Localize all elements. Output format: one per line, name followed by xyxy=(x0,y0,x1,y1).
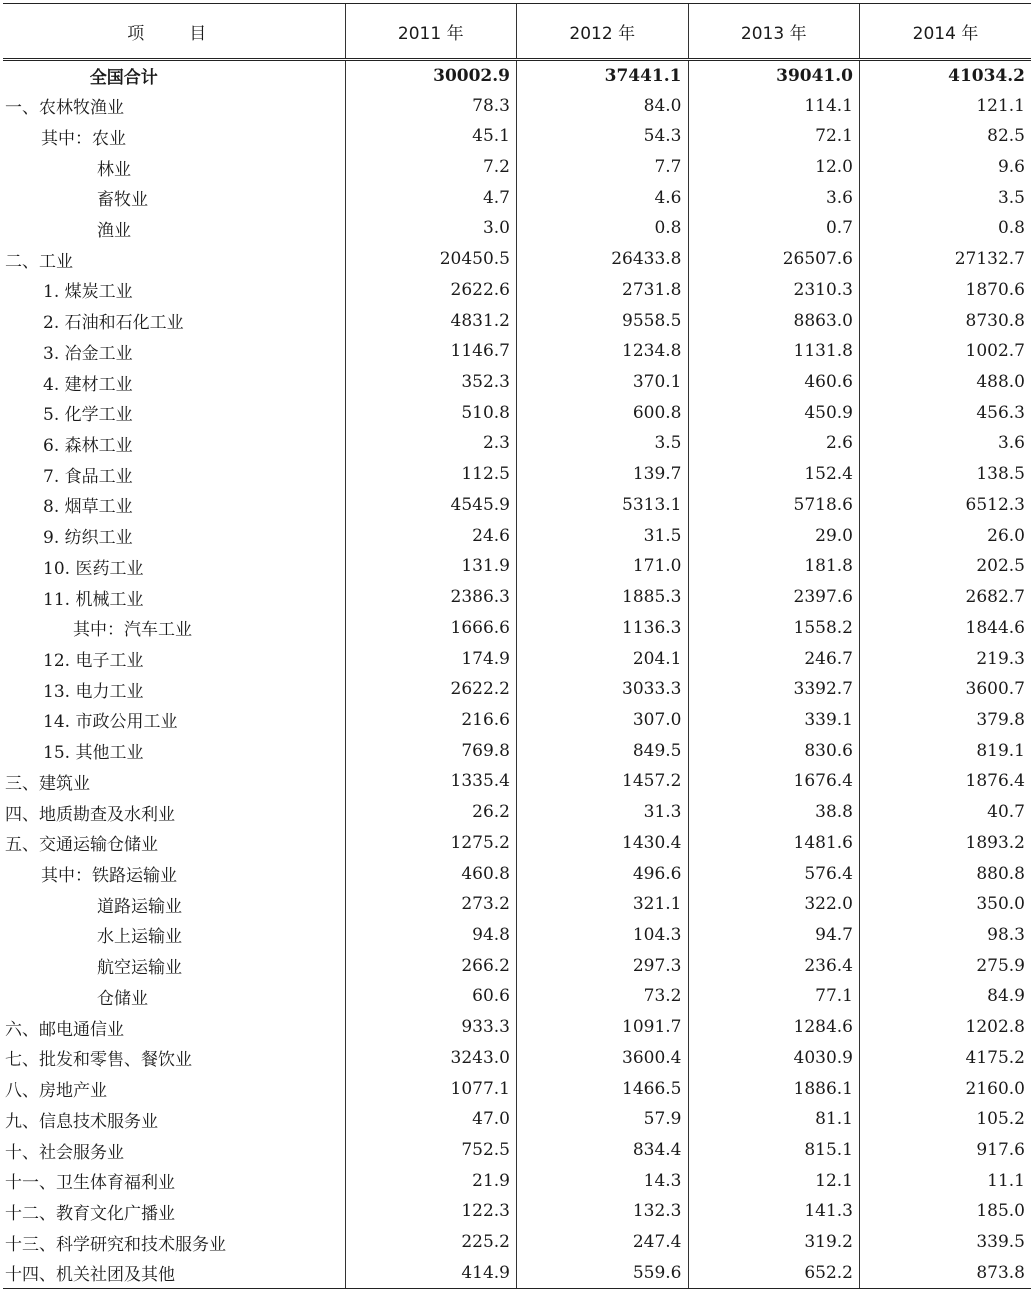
cell-2012: 321.1 xyxy=(517,889,689,920)
row-label: 畜牧业 xyxy=(97,190,148,211)
row-label: 13. 电力工业 xyxy=(43,681,144,702)
table-row xyxy=(3,950,1031,981)
cell-2011: 4.7 xyxy=(345,182,517,213)
cell-2011: 933.3 xyxy=(345,1012,517,1043)
table-row xyxy=(3,1196,1031,1227)
cell-2011: 20450.5 xyxy=(345,244,517,275)
cell-2011: 7.2 xyxy=(345,152,517,183)
table-row xyxy=(3,858,1031,889)
row-label: 8. 烟草工业 xyxy=(43,497,133,518)
cell-2014: 82.5 xyxy=(860,121,1032,152)
cell-2012: 26433.8 xyxy=(517,244,689,275)
cell-2012: 370.1 xyxy=(517,367,689,398)
cell-2011: 1666.6 xyxy=(345,612,517,643)
table-row xyxy=(3,612,1031,643)
row-label: 11. 机械工业 xyxy=(43,589,144,610)
cell-2014: 219.3 xyxy=(860,643,1032,674)
cell-2014: 917.6 xyxy=(860,1135,1032,1166)
cell-2013: 2310.3 xyxy=(688,275,860,306)
row-label: 5. 化学工业 xyxy=(43,405,133,426)
row-label: 3. 冶金工业 xyxy=(43,343,133,364)
cell-2011: 174.9 xyxy=(345,643,517,674)
row-label: 14. 市政公用工业 xyxy=(43,712,178,733)
cell-2012: 204.1 xyxy=(517,643,689,674)
cell-2013: 141.3 xyxy=(688,1196,860,1227)
cell-2014: 40.7 xyxy=(860,797,1032,828)
row-label: 五、交通运输仓储业 xyxy=(5,835,158,856)
cell-2013: 39041.0 xyxy=(688,60,860,91)
cell-2012: 57.9 xyxy=(517,1104,689,1135)
cell-2012: 1136.3 xyxy=(517,612,689,643)
cell-2011: 1335.4 xyxy=(345,766,517,797)
cell-2012: 5313.1 xyxy=(517,490,689,521)
table-row xyxy=(3,367,1031,398)
cell-2012: 9558.5 xyxy=(517,305,689,336)
table-row xyxy=(3,305,1031,336)
table-row xyxy=(3,797,1031,828)
cell-2013: 319.2 xyxy=(688,1227,860,1258)
cell-2014: 1844.6 xyxy=(860,612,1032,643)
table-row xyxy=(3,735,1031,766)
cell-2011: 47.0 xyxy=(345,1104,517,1135)
cell-2012: 600.8 xyxy=(517,397,689,428)
row-label: 四、地质勘查及水利业 xyxy=(5,804,175,825)
cell-2011: 94.8 xyxy=(345,920,517,951)
cell-2011: 2.3 xyxy=(345,428,517,459)
table-body xyxy=(3,60,1031,1289)
row-label: 4. 建材工业 xyxy=(43,374,133,395)
cell-2012: 37441.1 xyxy=(517,60,689,91)
cell-2012: 73.2 xyxy=(517,981,689,1012)
table-row xyxy=(3,1073,1031,1104)
cell-2012: 1885.3 xyxy=(517,582,689,613)
cell-2013: 77.1 xyxy=(688,981,860,1012)
table-row xyxy=(3,643,1031,674)
table-row xyxy=(3,582,1031,613)
cell-2014: 2682.7 xyxy=(860,582,1032,613)
table-row xyxy=(3,1227,1031,1258)
row-label: 7. 食品工业 xyxy=(43,466,133,487)
row-label: 仓储业 xyxy=(97,988,148,1009)
row-label: 6. 森林工业 xyxy=(43,435,133,456)
cell-2011: 78.3 xyxy=(345,90,517,121)
table-row xyxy=(3,182,1031,213)
cell-2011: 2622.2 xyxy=(345,674,517,705)
cell-2014: 456.3 xyxy=(860,397,1032,428)
cell-2013: 29.0 xyxy=(688,520,860,551)
cell-2012: 247.4 xyxy=(517,1227,689,1258)
cell-2011: 3243.0 xyxy=(345,1043,517,1074)
table-row xyxy=(3,827,1031,858)
cell-2013: 4030.9 xyxy=(688,1043,860,1074)
row-label: 航空运输业 xyxy=(97,958,182,979)
cell-2013: 38.8 xyxy=(688,797,860,828)
cell-2014: 1876.4 xyxy=(860,766,1032,797)
cell-2013: 1676.4 xyxy=(688,766,860,797)
row-label: 2. 石油和石化工业 xyxy=(43,313,184,334)
cell-2011: 352.3 xyxy=(345,367,517,398)
cell-2012: 1234.8 xyxy=(517,336,689,367)
table-row xyxy=(3,490,1031,521)
header-year-2014: 2014 年 xyxy=(860,4,1032,60)
cell-2014: 27132.7 xyxy=(860,244,1032,275)
cell-2013: 576.4 xyxy=(688,858,860,889)
cell-2014: 202.5 xyxy=(860,551,1032,582)
cell-2012: 132.3 xyxy=(517,1196,689,1227)
table-header xyxy=(3,4,1031,60)
table-row xyxy=(3,397,1031,428)
cell-2013: 5718.6 xyxy=(688,490,860,521)
cell-2011: 752.5 xyxy=(345,1135,517,1166)
statistics-table-container xyxy=(3,3,1031,1289)
cell-2012: 1457.2 xyxy=(517,766,689,797)
row-label: 15. 其他工业 xyxy=(43,743,144,764)
cell-2013: 0.7 xyxy=(688,213,860,244)
table-row xyxy=(3,244,1031,275)
table-row xyxy=(3,428,1031,459)
cell-2014: 4175.2 xyxy=(860,1043,1032,1074)
cell-2013: 830.6 xyxy=(688,735,860,766)
cell-2013: 2.6 xyxy=(688,428,860,459)
header-year-2013: 2013 年 xyxy=(688,4,860,60)
cell-2014: 6512.3 xyxy=(860,490,1032,521)
cell-2012: 307.0 xyxy=(517,705,689,736)
cell-2014: 105.2 xyxy=(860,1104,1032,1135)
table-row xyxy=(3,152,1031,183)
statistics-table xyxy=(3,3,1031,1289)
cell-2013: 1131.8 xyxy=(688,336,860,367)
cell-2013: 3392.7 xyxy=(688,674,860,705)
table-row xyxy=(3,1258,1031,1289)
cell-2013: 152.4 xyxy=(688,459,860,490)
cell-2012: 496.6 xyxy=(517,858,689,889)
table-row xyxy=(3,766,1031,797)
table-row xyxy=(3,1165,1031,1196)
table-row xyxy=(3,705,1031,736)
cell-2012: 1466.5 xyxy=(517,1073,689,1104)
cell-2013: 81.1 xyxy=(688,1104,860,1135)
row-label: 十一、卫生体育福利业 xyxy=(5,1173,175,1194)
table-row xyxy=(3,1104,1031,1135)
cell-2012: 104.3 xyxy=(517,920,689,951)
cell-2011: 769.8 xyxy=(345,735,517,766)
cell-2011: 26.2 xyxy=(345,797,517,828)
cell-2013: 72.1 xyxy=(688,121,860,152)
table-row xyxy=(3,981,1031,1012)
row-label: 1. 煤炭工业 xyxy=(43,282,133,303)
cell-2014: 3.6 xyxy=(860,428,1032,459)
row-label: 十三、科学研究和技术服务业 xyxy=(5,1234,226,1255)
row-label: 十四、机关社团及其他 xyxy=(3,1258,345,1289)
row-label: 六、邮电通信业 xyxy=(5,1019,124,1040)
cell-2011: 60.6 xyxy=(345,981,517,1012)
cell-2014: 0.8 xyxy=(860,213,1032,244)
cell-2012: 14.3 xyxy=(517,1165,689,1196)
cell-2011: 30002.9 xyxy=(345,60,517,91)
cell-2011: 225.2 xyxy=(345,1227,517,1258)
row-label: 二、工业 xyxy=(5,251,73,272)
cell-2012: 3600.4 xyxy=(517,1043,689,1074)
total-row xyxy=(3,60,1031,91)
cell-2013: 1558.2 xyxy=(688,612,860,643)
cell-2011: 45.1 xyxy=(345,121,517,152)
cell-2012: 54.3 xyxy=(517,121,689,152)
cell-2011: 414.9 xyxy=(345,1258,517,1289)
row-label: 道路运输业 xyxy=(97,896,182,917)
cell-2011: 460.8 xyxy=(345,858,517,889)
cell-2012: 3033.3 xyxy=(517,674,689,705)
header-row xyxy=(3,4,1031,60)
table-row xyxy=(3,213,1031,244)
cell-2011: 112.5 xyxy=(345,459,517,490)
cell-2012: 4.6 xyxy=(517,182,689,213)
cell-2011: 266.2 xyxy=(345,950,517,981)
cell-2014: 275.9 xyxy=(860,950,1032,981)
cell-2011: 3.0 xyxy=(345,213,517,244)
row-label: 渔业 xyxy=(97,220,131,241)
cell-2012: 139.7 xyxy=(517,459,689,490)
cell-2013: 1481.6 xyxy=(688,827,860,858)
cell-2012: 171.0 xyxy=(517,551,689,582)
cell-2011: 131.9 xyxy=(345,551,517,582)
cell-2012: 559.6 xyxy=(517,1258,689,1289)
cell-2012: 1430.4 xyxy=(517,827,689,858)
cell-2011: 1077.1 xyxy=(345,1073,517,1104)
row-label: 三、建筑业 xyxy=(5,773,90,794)
row-label: 一、农林牧渔业 xyxy=(5,98,124,119)
cell-2014: 1893.2 xyxy=(860,827,1032,858)
cell-2012: 1091.7 xyxy=(517,1012,689,1043)
row-label: 全国合计 xyxy=(89,68,158,89)
cell-2013: 246.7 xyxy=(688,643,860,674)
cell-2014: 350.0 xyxy=(860,889,1032,920)
cell-2014: 488.0 xyxy=(860,367,1032,398)
cell-2014: 84.9 xyxy=(860,981,1032,1012)
cell-2013: 3.6 xyxy=(688,182,860,213)
row-label: 水上运输业 xyxy=(97,927,182,948)
row-label: 其中：汽车工业 xyxy=(73,620,192,641)
cell-2014: 41034.2 xyxy=(860,60,1032,91)
table-row xyxy=(3,459,1031,490)
row-label: 其中：铁路运输业 xyxy=(41,866,177,887)
cell-2014: 26.0 xyxy=(860,520,1032,551)
table-row xyxy=(3,889,1031,920)
row-label: 十、社会服务业 xyxy=(5,1142,124,1163)
cell-2011: 1146.7 xyxy=(345,336,517,367)
table-row xyxy=(3,1012,1031,1043)
row-label: 七、批发和零售、餐饮业 xyxy=(5,1050,192,1071)
cell-2012: 834.4 xyxy=(517,1135,689,1166)
cell-2014: 1002.7 xyxy=(860,336,1032,367)
table-row xyxy=(3,674,1031,705)
table-row xyxy=(3,1135,1031,1166)
table-row xyxy=(3,90,1031,121)
table-row xyxy=(3,920,1031,951)
cell-2011: 2622.6 xyxy=(345,275,517,306)
cell-2013: 26507.6 xyxy=(688,244,860,275)
cell-2011: 21.9 xyxy=(345,1165,517,1196)
cell-2014: 121.1 xyxy=(860,90,1032,121)
cell-2013: 236.4 xyxy=(688,950,860,981)
table-row xyxy=(3,1043,1031,1074)
cell-2011: 510.8 xyxy=(345,397,517,428)
cell-2012: 849.5 xyxy=(517,735,689,766)
cell-2014: 1870.6 xyxy=(860,275,1032,306)
cell-2013: 181.8 xyxy=(688,551,860,582)
cell-2011: 216.6 xyxy=(345,705,517,736)
cell-2014: 819.1 xyxy=(860,735,1032,766)
table-row xyxy=(3,336,1031,367)
row-label: 其中：农业 xyxy=(41,128,126,149)
cell-2014: 9.6 xyxy=(860,152,1032,183)
cell-2013: 652.2 xyxy=(688,1258,860,1289)
cell-2013: 1284.6 xyxy=(688,1012,860,1043)
cell-2012: 0.8 xyxy=(517,213,689,244)
row-label: 九、信息技术服务业 xyxy=(5,1111,158,1132)
cell-2014: 2160.0 xyxy=(860,1073,1032,1104)
row-label: 林业 xyxy=(97,159,131,180)
row-label: 十二、教育文化广播业 xyxy=(5,1203,175,1224)
header-item: 项 目 xyxy=(3,4,345,60)
cell-2014: 138.5 xyxy=(860,459,1032,490)
cell-2011: 4831.2 xyxy=(345,305,517,336)
cell-2013: 460.6 xyxy=(688,367,860,398)
cell-2012: 31.3 xyxy=(517,797,689,828)
cell-2014: 3.5 xyxy=(860,182,1032,213)
table-row xyxy=(3,520,1031,551)
cell-2013: 2397.6 xyxy=(688,582,860,613)
cell-2013: 339.1 xyxy=(688,705,860,736)
cell-2011: 1275.2 xyxy=(345,827,517,858)
cell-2013: 12.0 xyxy=(688,152,860,183)
cell-2011: 122.3 xyxy=(345,1196,517,1227)
cell-2014: 339.5 xyxy=(860,1227,1032,1258)
table-row xyxy=(3,275,1031,306)
table-row xyxy=(3,551,1031,582)
cell-2011: 2386.3 xyxy=(345,582,517,613)
cell-2014: 3600.7 xyxy=(860,674,1032,705)
cell-2012: 7.7 xyxy=(517,152,689,183)
cell-2013: 114.1 xyxy=(688,90,860,121)
cell-2013: 815.1 xyxy=(688,1135,860,1166)
cell-2013: 94.7 xyxy=(688,920,860,951)
table-row xyxy=(3,121,1031,152)
cell-2013: 322.0 xyxy=(688,889,860,920)
cell-2012: 31.5 xyxy=(517,520,689,551)
row-label: 9. 纺织工业 xyxy=(43,528,133,549)
cell-2014: 880.8 xyxy=(860,858,1032,889)
header-year-2012: 2012 年 xyxy=(517,4,689,60)
cell-2011: 4545.9 xyxy=(345,490,517,521)
cell-2012: 3.5 xyxy=(517,428,689,459)
header-year-2011: 2011 年 xyxy=(345,4,517,60)
row-label: 12. 电子工业 xyxy=(43,651,144,672)
cell-2014: 8730.8 xyxy=(860,305,1032,336)
cell-2013: 12.1 xyxy=(688,1165,860,1196)
cell-2013: 450.9 xyxy=(688,397,860,428)
cell-2014: 11.1 xyxy=(860,1165,1032,1196)
cell-2012: 297.3 xyxy=(517,950,689,981)
cell-2011: 24.6 xyxy=(345,520,517,551)
cell-2012: 84.0 xyxy=(517,90,689,121)
cell-2011: 273.2 xyxy=(345,889,517,920)
cell-2014: 1202.8 xyxy=(860,1012,1032,1043)
cell-2014: 873.8 xyxy=(860,1258,1032,1289)
row-label: 10. 医药工业 xyxy=(43,558,144,579)
cell-2014: 98.3 xyxy=(860,920,1032,951)
row-label: 八、房地产业 xyxy=(5,1081,107,1102)
cell-2012: 2731.8 xyxy=(517,275,689,306)
cell-2013: 8863.0 xyxy=(688,305,860,336)
cell-2013: 1886.1 xyxy=(688,1073,860,1104)
cell-2014: 185.0 xyxy=(860,1196,1032,1227)
cell-2014: 379.8 xyxy=(860,705,1032,736)
